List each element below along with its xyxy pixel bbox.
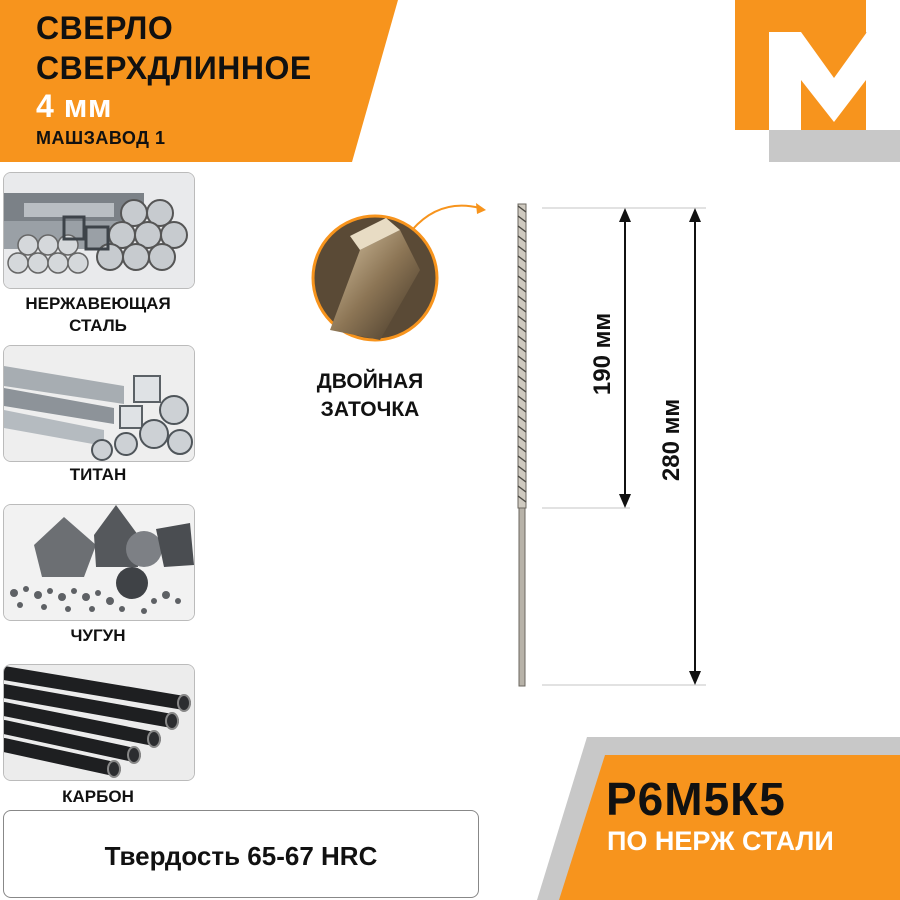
steel-usage: ПО НЕРЖ СТАЛИ — [607, 826, 834, 856]
product-title-line2: СВЕРХДЛИННОЕ — [36, 50, 312, 86]
material-label-cast-iron: ЧУГУН — [70, 626, 126, 645]
product-diameter: 4 мм — [36, 88, 113, 124]
cast-iron-pieces-image — [3, 504, 195, 621]
hardness-panel — [3, 810, 479, 898]
total-length-label: 280 мм — [658, 398, 685, 482]
manufacturer-name: МАШЗАВОД 1 — [36, 128, 166, 148]
titanium-profiles-image — [3, 345, 195, 462]
carbon-tubes-image — [3, 664, 195, 781]
m-logo-icon — [735, 0, 900, 162]
sharpening-label-line1: ДВОЙНАЯ — [316, 370, 424, 393]
working-length-label: 190 мм — [589, 312, 616, 396]
sharpening-label-line2: ЗАТОЧКА — [320, 398, 420, 421]
steel-grade: Р6М5К5 — [606, 773, 786, 825]
product-title-line1: СВЕРЛО — [36, 10, 174, 46]
material-label-titanium: ТИТАН — [69, 465, 127, 484]
stainless-steel-pipes-image — [3, 172, 195, 289]
material-label-stainless: НЕРЖАВЕЮЩАЯ СТАЛЬ — [25, 294, 171, 335]
material-label-carbon: КАРБОН — [62, 787, 134, 806]
hardness-value: Твердость 65-67 HRC — [104, 841, 378, 871]
